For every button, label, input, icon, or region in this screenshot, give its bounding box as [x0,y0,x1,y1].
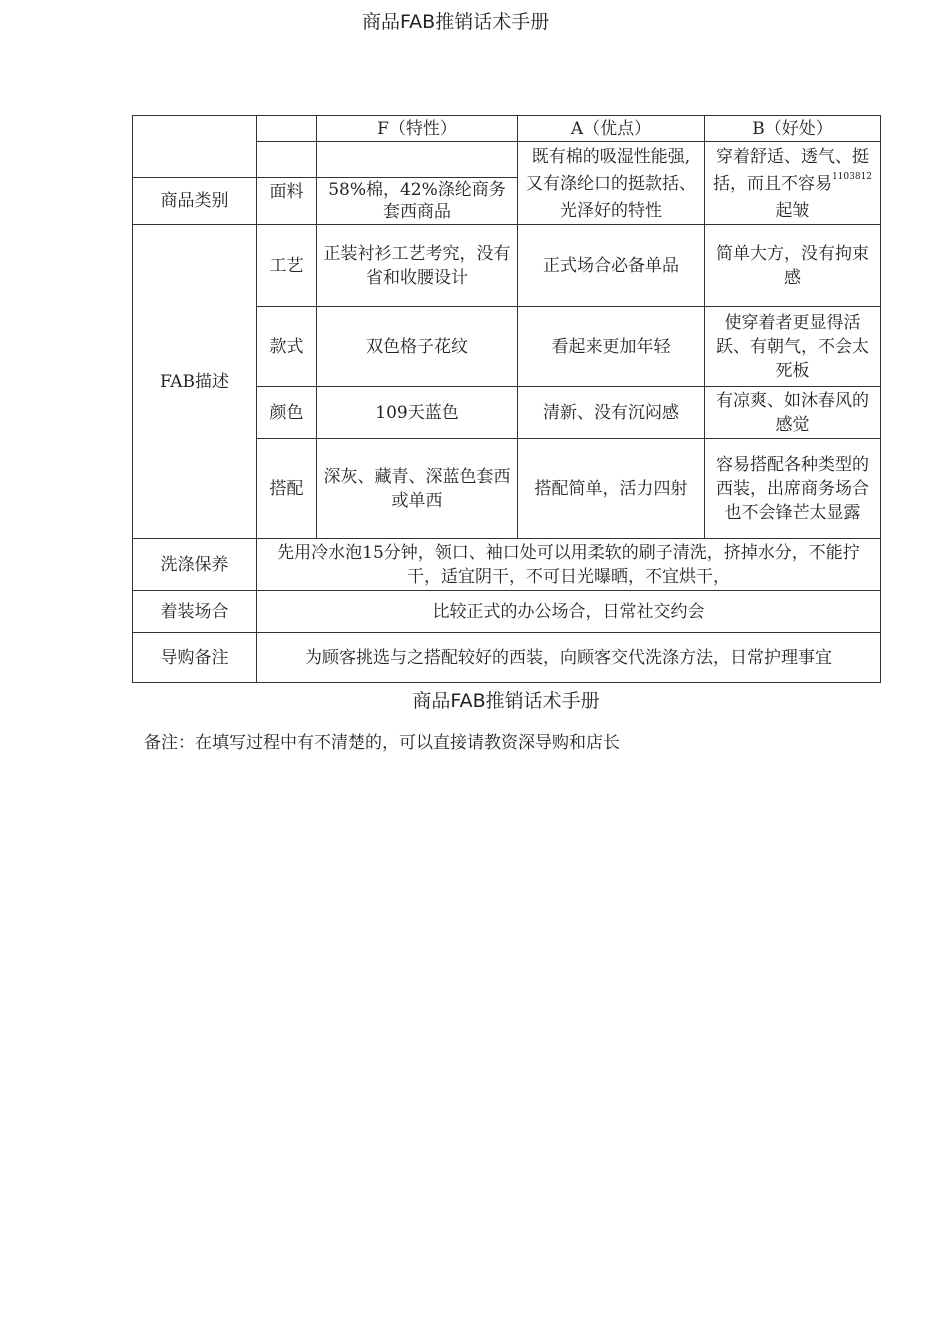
occasion-row [133,591,881,633]
style-advantage: 看起来更加年轻 [518,307,705,387]
style-feature: 双色格子花纹 [317,307,518,387]
header-b: B（好处） [705,116,881,142]
craft-advantage: 正式场合必备单品 [518,225,705,307]
corner-cell [133,116,257,178]
color-advantage: 清新、没有沉闷感 [518,387,705,439]
fabric-benefit-cell [705,142,881,225]
fabric-benefit-number: 1103812 [831,172,873,182]
guide-row [133,633,881,683]
blank-cell [317,142,518,178]
fabric-feature-cell [317,178,518,225]
style-benefit: 使穿着者更显得活跃、有朝气，不会太死板 [705,307,881,387]
matching-benefit: 容易搭配各种类型的西装，出席商务场合也不会锋芒太显露 [705,439,881,539]
header-f: F（特性） [317,116,518,142]
fabric-advantage-text: 既有棉的吸湿性能强,又有涤纶口的挺款括、光泽好的特性 [526,147,696,221]
header-row [133,116,881,142]
washing-label: 洗涤保养 [133,539,257,591]
fabric-benefit-text [711,144,874,224]
fabric-label: 面料 [257,178,317,225]
header-empty-cell [257,116,317,142]
footer-title: 商品FAB推销话术手册 [412,690,600,712]
color-benefit: 有凉爽、如沐春风的感觉 [705,387,881,439]
occasion-label: 着装场合 [133,591,257,633]
matching-feature: 深灰、藏青、深蓝色套西或单西 [317,439,518,539]
fab-label: FAB描述 [133,225,257,539]
washing-value: 先用冷水泡15分钟，领口、袖口处可以用柔软的刷子清洗，挤掉水分，不能拧干，适宜阴干，不可日光曝晒，不宜烘干， [257,539,881,591]
fabric-feature-text: 58%棉，42%涤纶商务套西商品 [328,180,506,223]
fabric-benefit-line2: 起皱 [775,201,810,221]
matching-label: 搭配 [257,439,317,539]
craft-label: 工艺 [257,225,317,307]
craft-benefit: 简单大方，没有拘束感 [705,225,881,307]
craft-feature: 正装衬衫工艺考究，没有省和收腰设计 [317,225,518,307]
guide-value: 为顾客挑选与之搭配较好的西装，向顾客交代洗涤方法，日常护理事宜 [257,633,881,683]
note-text: 备注：在填写过程中有不清楚的，可以直接请教资深导购和店长 [144,733,620,753]
matching-advantage: 搭配简单，活力四射 [518,439,705,539]
fabric-benefit-line1: 穿着舒适、透气、挺括，而且不容易 [712,147,869,194]
style-label: 款式 [257,307,317,387]
header-a: A（优点） [518,116,705,142]
color-label: 颜色 [257,387,317,439]
blank-cell [257,142,317,178]
fab-table [132,115,881,683]
guide-label: 导购备注 [133,633,257,683]
washing-row [133,539,881,591]
document-title: 商品FAB推销话术手册 [362,11,550,33]
category-label: 商品类别 [133,178,257,225]
occasion-value: 比较正式的办公场合，日常社交约会 [257,591,881,633]
fabric-advantage-cell [518,142,705,225]
color-feature: 109天蓝色 [317,387,518,439]
fab-row-craft [133,225,881,307]
